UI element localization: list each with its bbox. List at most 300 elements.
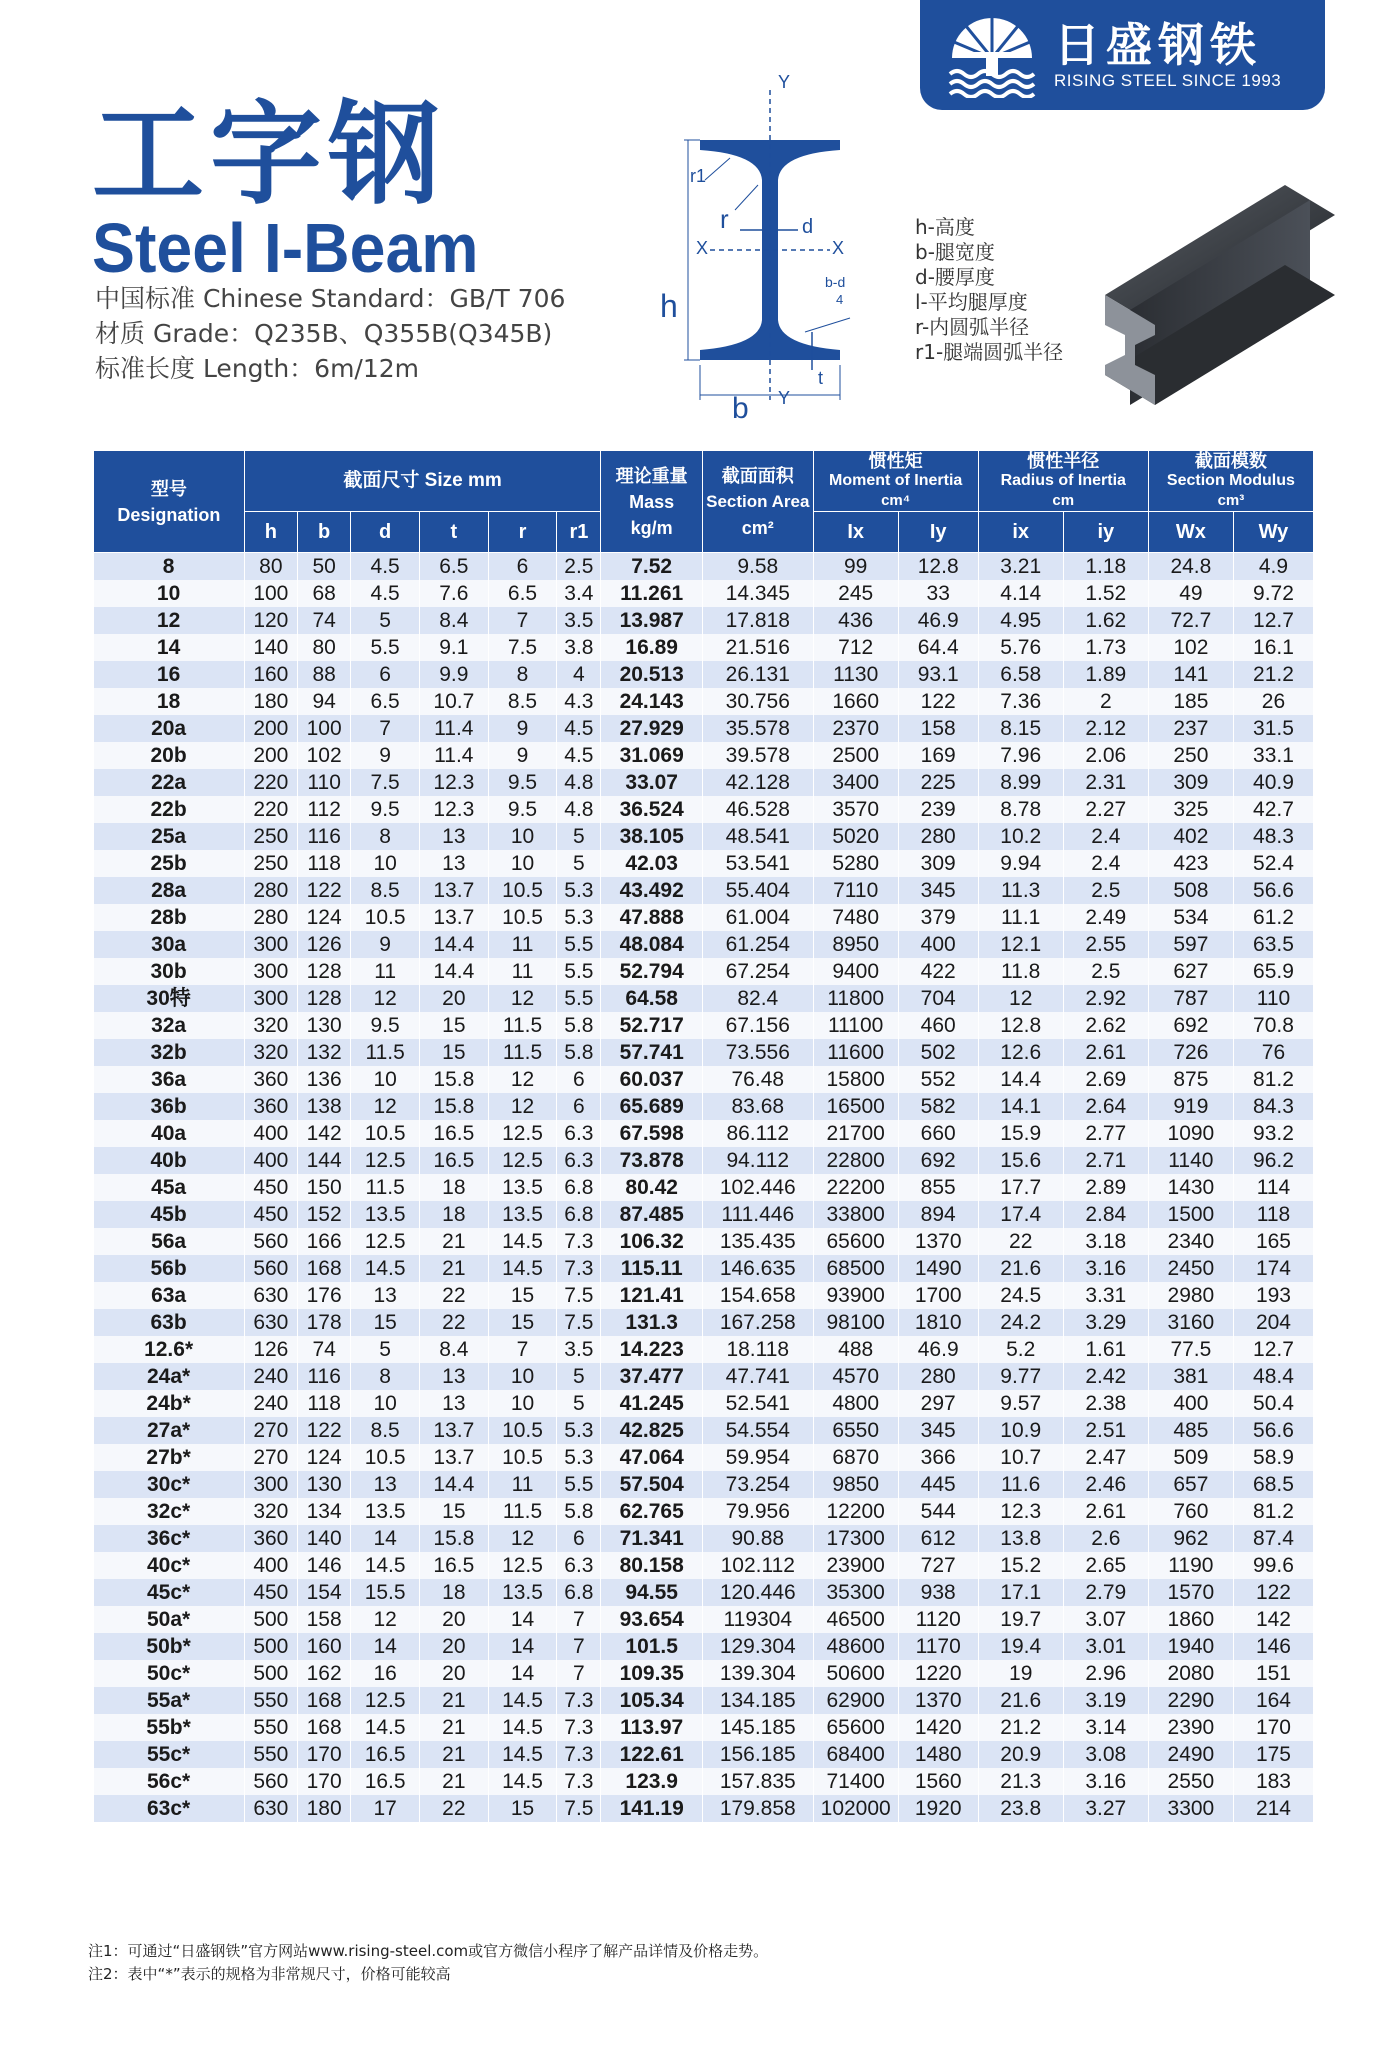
cell-wx: 3300 [1148,1795,1233,1822]
cell-b: 50 [298,553,351,581]
cell-ry: 2.5 [1063,877,1148,904]
cell-rx: 20.9 [978,1741,1063,1768]
cell-rx: 15.6 [978,1147,1063,1174]
cell-r: 7.5 [488,634,557,661]
cell-b: 132 [298,1039,351,1066]
cell-wx: 2290 [1148,1687,1233,1714]
cell-area: 21.516 [702,634,813,661]
cell-mass: 38.105 [601,823,702,850]
cell-mass: 62.765 [601,1498,702,1525]
cell-area: 156.185 [702,1741,813,1768]
cell-t: 14.4 [419,1471,488,1498]
cell-d: 5.5 [351,634,420,661]
cell-ix: 65600 [813,1228,898,1255]
cell-r1: 5.3 [557,877,601,904]
cell-t: 21 [419,1228,488,1255]
cell-t: 21 [419,1255,488,1282]
cell-b: 80 [298,634,351,661]
cell-d: 10.5 [351,1120,420,1147]
cell-area: 157.835 [702,1768,813,1795]
header-ix: Ix [813,512,898,553]
cell-ix: 488 [813,1336,898,1363]
cell-wy: 81.2 [1233,1066,1313,1093]
cell-rx: 3.21 [978,553,1063,581]
diagram-label-y-top: Y [778,72,791,92]
cell-wx: 597 [1148,931,1233,958]
cell-r: 9 [488,742,557,769]
cell-t: 13.7 [419,904,488,931]
cell-rx: 21.6 [978,1687,1063,1714]
table-row [94,1768,1314,1795]
cell-iy: 552 [898,1066,978,1093]
header-r1: r1 [557,512,601,553]
cell-t: 9.9 [419,661,488,688]
diagram-label-h: h [660,288,678,324]
cell-ry: 1.61 [1063,1336,1148,1363]
cell-rx: 5.76 [978,634,1063,661]
cell-wy: 12.7 [1233,607,1313,634]
table-row [94,715,1314,742]
cell-t: 20 [419,985,488,1012]
cell-iy: 280 [898,1363,978,1390]
cell-b: 124 [298,1444,351,1471]
header-iy: Iy [898,512,978,553]
cell-r: 8 [488,661,557,688]
cell-h: 80 [244,553,297,581]
cell-des: 25a [94,823,245,850]
cell-wy: 76 [1233,1039,1313,1066]
cell-h: 126 [244,1336,297,1363]
cell-wx: 1570 [1148,1579,1233,1606]
cell-t: 6.5 [419,553,488,581]
cell-r: 13.5 [488,1201,557,1228]
cell-des: 12 [94,607,245,634]
cell-wy: 42.7 [1233,796,1313,823]
cell-d: 11 [351,958,420,985]
cell-mass: 67.598 [601,1120,702,1147]
cell-t: 18 [419,1579,488,1606]
cell-t: 15.8 [419,1525,488,1552]
cell-rx: 9.77 [978,1363,1063,1390]
cell-d: 7.5 [351,769,420,796]
cell-wx: 534 [1148,904,1233,931]
cell-ry: 3.18 [1063,1228,1148,1255]
cell-rx: 9.57 [978,1390,1063,1417]
table-body [94,553,1314,1823]
cell-t: 12.3 [419,796,488,823]
cell-area: 119304 [702,1606,813,1633]
cell-ix: 21700 [813,1120,898,1147]
cell-area: 111.446 [702,1201,813,1228]
cell-r1: 7.3 [557,1714,601,1741]
cell-ry: 2.5 [1063,958,1148,985]
brand-slogan: RISING STEEL SINCE 1993 [1054,71,1282,90]
cell-wy: 33.1 [1233,742,1313,769]
cell-des: 63b [94,1309,245,1336]
cell-rx: 11.1 [978,904,1063,931]
cell-area: 167.258 [702,1309,813,1336]
ibeam-section-diagram [640,70,860,430]
table-row [94,1363,1314,1390]
cell-h: 300 [244,931,297,958]
cell-r: 15 [488,1309,557,1336]
cell-r: 10.5 [488,1444,557,1471]
cell-iy: 582 [898,1093,978,1120]
cell-r: 7 [488,1336,557,1363]
cell-r1: 7 [557,1660,601,1687]
cell-wy: 65.9 [1233,958,1313,985]
cell-ry: 2.12 [1063,715,1148,742]
cell-wy: 96.2 [1233,1147,1313,1174]
cell-ix: 102000 [813,1795,898,1822]
cell-des: 55b* [94,1714,245,1741]
cell-b: 128 [298,958,351,985]
cell-wy: 164 [1233,1687,1313,1714]
cell-wy: 63.5 [1233,931,1313,958]
cell-wx: 49 [1148,580,1233,607]
cell-area: 94.112 [702,1147,813,1174]
cell-r: 7 [488,607,557,634]
cell-rx: 19 [978,1660,1063,1687]
cell-ry: 2.65 [1063,1552,1148,1579]
cell-ry: 2.4 [1063,850,1148,877]
cell-h: 550 [244,1714,297,1741]
cell-r: 11 [488,1471,557,1498]
table-row [94,553,1314,581]
cell-mass: 33.07 [601,769,702,796]
cell-wx: 760 [1148,1498,1233,1525]
cell-r1: 5 [557,1363,601,1390]
table-row [94,1390,1314,1417]
table-row [94,688,1314,715]
cell-t: 22 [419,1795,488,1822]
cell-area: 53.541 [702,850,813,877]
cell-des: 55a* [94,1687,245,1714]
cell-t: 18 [419,1174,488,1201]
cell-rx: 12.8 [978,1012,1063,1039]
cell-rx: 14.4 [978,1066,1063,1093]
table-row [94,1228,1314,1255]
cell-rx: 7.36 [978,688,1063,715]
cell-r: 14.5 [488,1714,557,1741]
cell-area: 46.528 [702,796,813,823]
cell-ix: 11600 [813,1039,898,1066]
cell-wy: 99.6 [1233,1552,1313,1579]
cell-mass: 115.11 [601,1255,702,1282]
cell-h: 360 [244,1066,297,1093]
cell-wx: 627 [1148,958,1233,985]
cell-t: 13 [419,1363,488,1390]
cell-h: 320 [244,1012,297,1039]
cell-ix: 16500 [813,1093,898,1120]
cell-des: 56c* [94,1768,245,1795]
cell-iy: 612 [898,1525,978,1552]
cell-area: 76.48 [702,1066,813,1093]
cell-h: 250 [244,850,297,877]
cell-ry: 3.19 [1063,1687,1148,1714]
cell-t: 11.4 [419,742,488,769]
diagram-label-x-left: X [696,238,709,258]
cell-t: 10.7 [419,688,488,715]
cell-mass: 24.143 [601,688,702,715]
cell-ix: 2370 [813,715,898,742]
cell-rx: 21.3 [978,1768,1063,1795]
header-radius-x: ix [978,512,1063,553]
cell-r: 14.5 [488,1741,557,1768]
table-row [94,1714,1314,1741]
cell-mass: 57.504 [601,1471,702,1498]
cell-mass: 121.41 [601,1282,702,1309]
cell-ix: 3400 [813,769,898,796]
cell-b: 146 [298,1552,351,1579]
cell-b: 142 [298,1120,351,1147]
cell-h: 550 [244,1687,297,1714]
cell-des: 55c* [94,1741,245,1768]
cell-r1: 7.3 [557,1255,601,1282]
table-row [94,1687,1314,1714]
cell-h: 320 [244,1498,297,1525]
cell-wy: 193 [1233,1282,1313,1309]
cell-ix: 6870 [813,1444,898,1471]
cell-des: 18 [94,688,245,715]
cell-mass: 80.158 [601,1552,702,1579]
cell-mass: 36.524 [601,796,702,823]
cell-b: 180 [298,1795,351,1822]
page-title-cn: 工字钢 [92,90,446,220]
cell-des: 30特 [94,985,245,1012]
cell-ix: 68400 [813,1741,898,1768]
cell-area: 146.635 [702,1255,813,1282]
cell-r: 12 [488,1525,557,1552]
cell-area: 67.156 [702,1012,813,1039]
cell-iy: 1560 [898,1768,978,1795]
cell-mass: 141.19 [601,1795,702,1822]
cell-ix: 712 [813,634,898,661]
table-row [94,1606,1314,1633]
cell-wx: 400 [1148,1390,1233,1417]
cell-t: 21 [419,1714,488,1741]
cell-des: 45a [94,1174,245,1201]
cell-b: 130 [298,1471,351,1498]
cell-t: 15.8 [419,1066,488,1093]
cell-r1: 5.5 [557,958,601,985]
table-row [94,580,1314,607]
cell-b: 178 [298,1309,351,1336]
cell-rx: 15.9 [978,1120,1063,1147]
page-title-en: Steel I-Beam [92,209,479,287]
cell-des: 27b* [94,1444,245,1471]
header-wx: Wx [1148,512,1233,553]
diagram-label-r1: r1 [690,166,707,186]
cell-area: 102.112 [702,1552,813,1579]
cell-area: 83.68 [702,1093,813,1120]
cell-r1: 7.3 [557,1687,601,1714]
cell-ry: 2.4 [1063,823,1148,850]
cell-r: 10 [488,1363,557,1390]
cell-r1: 6.8 [557,1174,601,1201]
cell-rx: 4.95 [978,607,1063,634]
cell-b: 122 [298,877,351,904]
header-t: t [419,512,488,553]
cell-ry: 2 [1063,688,1148,715]
cell-ry: 3.08 [1063,1741,1148,1768]
header-section-area: 截面面积 Section Area cm² [702,451,813,553]
cell-ix: 7110 [813,877,898,904]
cell-wy: 26 [1233,688,1313,715]
cell-wx: 185 [1148,688,1233,715]
cell-d: 14.5 [351,1552,420,1579]
table-row [94,877,1314,904]
cell-d: 14 [351,1525,420,1552]
cell-des: 63a [94,1282,245,1309]
cell-d: 11.5 [351,1174,420,1201]
cell-mass: 101.5 [601,1633,702,1660]
cell-wy: 122 [1233,1579,1313,1606]
cell-area: 129.304 [702,1633,813,1660]
cell-r: 9.5 [488,796,557,823]
cell-r: 10.5 [488,1417,557,1444]
cell-d: 14.5 [351,1714,420,1741]
cell-r: 9.5 [488,769,557,796]
cell-mass: 20.513 [601,661,702,688]
table-row [94,1120,1314,1147]
cell-wy: 146 [1233,1633,1313,1660]
cell-r1: 6.3 [557,1120,601,1147]
cell-iy: 704 [898,985,978,1012]
cell-r1: 6.8 [557,1579,601,1606]
cell-ix: 17300 [813,1525,898,1552]
cell-mass: 48.084 [601,931,702,958]
cell-wy: 174 [1233,1255,1313,1282]
cell-ry: 1.18 [1063,553,1148,581]
cell-t: 14.4 [419,958,488,985]
cell-ix: 5020 [813,823,898,850]
cell-rx: 24.2 [978,1309,1063,1336]
cell-wx: 692 [1148,1012,1233,1039]
cell-des: 28a [94,877,245,904]
cell-h: 140 [244,634,297,661]
cell-wy: 48.4 [1233,1363,1313,1390]
cell-ry: 2.89 [1063,1174,1148,1201]
cell-ix: 33800 [813,1201,898,1228]
cell-iy: 1920 [898,1795,978,1822]
cell-h: 250 [244,823,297,850]
table-row [94,904,1314,931]
brand-name: 日盛钢铁 [1054,18,1262,72]
table-row [94,1282,1314,1309]
cell-area: 35.578 [702,715,813,742]
diagram-label-x-right: X [832,238,845,258]
cell-d: 4.5 [351,553,420,581]
cell-iy: 938 [898,1579,978,1606]
table-row [94,1066,1314,1093]
cell-ry: 2.38 [1063,1390,1148,1417]
cell-rx: 15.2 [978,1552,1063,1579]
cell-b: 130 [298,1012,351,1039]
cell-b: 158 [298,1606,351,1633]
cell-r1: 2.5 [557,553,601,581]
cell-area: 135.435 [702,1228,813,1255]
cell-t: 22 [419,1309,488,1336]
cell-b: 160 [298,1633,351,1660]
cell-b: 116 [298,1363,351,1390]
cell-ix: 22200 [813,1174,898,1201]
cell-r: 12.5 [488,1147,557,1174]
diagram-label-bd: b-d [825,274,846,290]
cell-rx: 4.14 [978,580,1063,607]
cell-d: 15.5 [351,1579,420,1606]
cell-des: 10 [94,580,245,607]
cell-des: 36c* [94,1525,245,1552]
cell-wx: 1140 [1148,1147,1233,1174]
cell-t: 20 [419,1606,488,1633]
cell-r1: 3.4 [557,580,601,607]
cell-d: 16.5 [351,1768,420,1795]
cell-iy: 1490 [898,1255,978,1282]
cell-ix: 98100 [813,1309,898,1336]
cell-ry: 2.31 [1063,769,1148,796]
cell-wy: 50.4 [1233,1390,1313,1417]
cell-d: 10 [351,1066,420,1093]
cell-wx: 237 [1148,715,1233,742]
table-row [94,661,1314,688]
cell-wx: 1860 [1148,1606,1233,1633]
cell-d: 12.5 [351,1687,420,1714]
cell-mass: 87.485 [601,1201,702,1228]
cell-h: 240 [244,1363,297,1390]
cell-mass: 60.037 [601,1066,702,1093]
cell-h: 220 [244,769,297,796]
cell-wy: 151 [1233,1660,1313,1687]
cell-b: 118 [298,850,351,877]
cell-b: 126 [298,931,351,958]
cell-wy: 87.4 [1233,1525,1313,1552]
cell-wx: 72.7 [1148,607,1233,634]
cell-b: 74 [298,1336,351,1363]
cell-h: 280 [244,904,297,931]
cell-t: 13.7 [419,877,488,904]
cell-h: 120 [244,607,297,634]
cell-ry: 2.49 [1063,904,1148,931]
cell-des: 24b* [94,1390,245,1417]
cell-ix: 35300 [813,1579,898,1606]
cell-r1: 4.5 [557,742,601,769]
cell-wx: 2080 [1148,1660,1233,1687]
cell-des: 32b [94,1039,245,1066]
cell-mass: 123.9 [601,1768,702,1795]
cell-wx: 1500 [1148,1201,1233,1228]
cell-des: 20b [94,742,245,769]
cell-h: 220 [244,796,297,823]
cell-area: 134.185 [702,1687,813,1714]
cell-d: 10 [351,850,420,877]
table-row [94,1633,1314,1660]
cell-wx: 2390 [1148,1714,1233,1741]
table-row [94,958,1314,985]
cell-wx: 2490 [1148,1741,1233,1768]
cell-ry: 2.46 [1063,1471,1148,1498]
cell-h: 560 [244,1255,297,1282]
table-row [94,607,1314,634]
cell-r: 15 [488,1795,557,1822]
cell-area: 73.254 [702,1471,813,1498]
cell-h: 500 [244,1606,297,1633]
cell-r: 11 [488,958,557,985]
legend-item: b-腿宽度 [915,240,995,264]
cell-des: 32a [94,1012,245,1039]
cell-ry: 2.92 [1063,985,1148,1012]
cell-mass: 109.35 [601,1660,702,1687]
